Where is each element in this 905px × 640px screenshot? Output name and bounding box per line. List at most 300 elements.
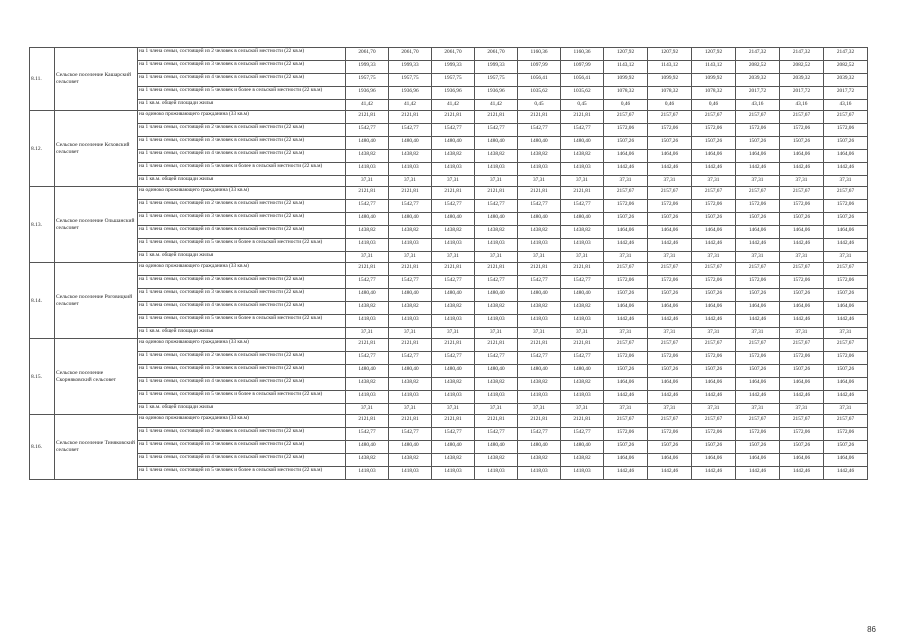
- value-cell: 37,31: [518, 176, 561, 187]
- value-cell: 37,31: [692, 176, 736, 187]
- value-cell: 37,31: [346, 328, 389, 339]
- value-cell: 1143,12: [692, 61, 736, 74]
- value-cell: 1418,03: [432, 391, 475, 404]
- value-cell: 37,31: [432, 252, 475, 263]
- value-cell: 37,31: [389, 328, 432, 339]
- value-cell: 1480,40: [432, 289, 475, 302]
- value-cell: 1418,03: [432, 163, 475, 176]
- settlement-name: Сельское поселение Кашарский сельсовет: [55, 48, 138, 111]
- value-cell: 37,31: [604, 176, 648, 187]
- value-cell: 1572,06: [692, 352, 736, 365]
- value-cell: 1442,46: [648, 467, 692, 480]
- table-row: [30, 276, 868, 289]
- value-cell: 1464,06: [736, 454, 780, 467]
- value-cell: 1542,77: [432, 124, 475, 137]
- value-cell: 1056,41: [518, 74, 561, 87]
- value-cell: 1480,40: [432, 137, 475, 150]
- value-cell: 2082,52: [824, 61, 868, 74]
- value-cell: 1480,40: [518, 441, 561, 454]
- row-label: на 1 члена семьи, состоящей из 3 человек в сельской местности (22 кв.м): [138, 61, 346, 74]
- value-cell: 2157,67: [824, 111, 868, 124]
- value-cell: 2157,67: [648, 339, 692, 352]
- value-cell: 37,31: [736, 328, 780, 339]
- value-cell: 2157,67: [692, 111, 736, 124]
- value-cell: 1464,06: [692, 378, 736, 391]
- value-cell: 2121,81: [432, 263, 475, 276]
- value-cell: 2121,81: [475, 111, 518, 124]
- value-cell: 1480,40: [389, 213, 432, 226]
- value-cell: 2157,67: [824, 339, 868, 352]
- value-cell: 41,42: [389, 100, 432, 111]
- value-cell: 1464,06: [604, 378, 648, 391]
- value-cell: 2157,67: [692, 339, 736, 352]
- value-cell: 1480,40: [346, 365, 389, 378]
- value-cell: 1442,46: [824, 467, 868, 480]
- value-cell: 1418,03: [432, 467, 475, 480]
- value-cell: 37,31: [604, 404, 648, 415]
- value-cell: 1418,03: [389, 315, 432, 328]
- value-cell: 1418,03: [346, 239, 389, 252]
- value-cell: 2121,81: [389, 111, 432, 124]
- value-cell: 1438,82: [561, 302, 604, 315]
- value-cell: 2121,81: [432, 415, 475, 428]
- row-label: на 1 члена семьи, состоящей из 3 человек в сельской местности (22 кв.м): [138, 213, 346, 226]
- value-cell: 37,31: [346, 404, 389, 415]
- settlement-name: Сельское поселение Тиняковский сельсовет: [55, 415, 138, 480]
- table-row: [30, 378, 868, 391]
- value-cell: 1438,82: [389, 302, 432, 315]
- value-cell: 1542,77: [432, 428, 475, 441]
- value-cell: 1207,92: [648, 48, 692, 61]
- value-cell: 1143,12: [604, 61, 648, 74]
- value-cell: 2157,67: [604, 111, 648, 124]
- value-cell: 1542,77: [389, 276, 432, 289]
- value-cell: 1542,77: [561, 276, 604, 289]
- value-cell: 1507,26: [604, 289, 648, 302]
- value-cell: 1438,82: [346, 378, 389, 391]
- value-cell: 37,31: [824, 328, 868, 339]
- value-cell: 0,46: [604, 100, 648, 111]
- value-cell: 1542,77: [518, 200, 561, 213]
- value-cell: 1418,03: [389, 467, 432, 480]
- value-cell: 1480,40: [389, 289, 432, 302]
- table-row: [30, 226, 868, 239]
- value-cell: 2121,81: [561, 339, 604, 352]
- value-cell: 1542,77: [475, 200, 518, 213]
- value-cell: 1418,03: [518, 391, 561, 404]
- value-cell: 1207,92: [604, 48, 648, 61]
- value-cell: 1464,06: [648, 226, 692, 239]
- value-cell: 1572,06: [736, 276, 780, 289]
- value-cell: 2157,67: [692, 415, 736, 428]
- row-label: на 1 члена семьи, состоящей из 3 человек в сельской местности (22 кв.м): [138, 441, 346, 454]
- value-cell: 37,31: [389, 252, 432, 263]
- value-cell: 1442,46: [604, 315, 648, 328]
- row-label: на 1 члена семьи, состоящей из 5 человек и более в сельской местности (22 кв.м): [138, 87, 346, 100]
- value-cell: 37,31: [432, 176, 475, 187]
- value-cell: 37,31: [518, 252, 561, 263]
- value-cell: 1442,46: [824, 163, 868, 176]
- value-cell: 1418,03: [561, 467, 604, 480]
- value-cell: 2121,81: [475, 263, 518, 276]
- value-cell: 2121,81: [475, 339, 518, 352]
- table-row: [30, 74, 868, 87]
- value-cell: 1480,40: [389, 441, 432, 454]
- value-cell: 1464,06: [736, 378, 780, 391]
- value-cell: 1442,46: [692, 391, 736, 404]
- value-cell: 41,42: [475, 100, 518, 111]
- value-cell: 1160,36: [518, 48, 561, 61]
- value-cell: 1442,46: [604, 391, 648, 404]
- value-cell: 1442,46: [780, 467, 824, 480]
- tariff-table: [29, 47, 868, 480]
- value-cell: 1464,06: [648, 454, 692, 467]
- value-cell: 37,31: [561, 328, 604, 339]
- value-cell: 1542,77: [346, 200, 389, 213]
- value-cell: 43,16: [780, 100, 824, 111]
- value-cell: 1542,77: [475, 124, 518, 137]
- value-cell: 1542,77: [432, 352, 475, 365]
- value-cell: 1418,03: [518, 239, 561, 252]
- value-cell: 1572,06: [604, 428, 648, 441]
- value-cell: 2017,72: [824, 87, 868, 100]
- value-cell: 1464,06: [648, 302, 692, 315]
- value-cell: 1438,82: [518, 226, 561, 239]
- row-label: на 1 члена семьи, состоящей из 3 человек в сельской местности (22 кв.м): [138, 289, 346, 302]
- value-cell: 1418,03: [518, 163, 561, 176]
- value-cell: 1480,40: [432, 213, 475, 226]
- value-cell: 2017,72: [736, 87, 780, 100]
- value-cell: 1464,06: [780, 454, 824, 467]
- value-cell: 37,31: [648, 404, 692, 415]
- value-cell: 1957,75: [346, 74, 389, 87]
- value-cell: 2157,67: [824, 263, 868, 276]
- value-cell: 2061,70: [389, 48, 432, 61]
- value-cell: 1507,26: [648, 289, 692, 302]
- value-cell: 2147,32: [824, 48, 868, 61]
- value-cell: 1507,26: [780, 365, 824, 378]
- row-label: на одиноко проживающего гражданина (33 кв.м): [138, 415, 346, 428]
- value-cell: 1480,40: [475, 289, 518, 302]
- value-cell: 2157,67: [736, 339, 780, 352]
- value-cell: 1438,82: [346, 454, 389, 467]
- table-row: [30, 200, 868, 213]
- value-cell: 2121,81: [389, 187, 432, 200]
- value-cell: 1480,40: [475, 137, 518, 150]
- value-cell: 1999,33: [432, 61, 475, 74]
- value-cell: 2121,81: [475, 415, 518, 428]
- value-cell: 1418,03: [346, 467, 389, 480]
- row-label: на 1 члена семьи, состоящей из 2 человек в сельской местности (22 кв.м): [138, 124, 346, 137]
- value-cell: 1507,26: [604, 137, 648, 150]
- value-cell: 37,31: [475, 252, 518, 263]
- value-cell: 2157,67: [780, 187, 824, 200]
- value-cell: 1442,46: [824, 315, 868, 328]
- value-cell: 1542,77: [389, 428, 432, 441]
- value-cell: 1507,26: [604, 441, 648, 454]
- value-cell: 37,31: [824, 252, 868, 263]
- value-cell: 1207,92: [692, 48, 736, 61]
- settlement-name: Сельское поселение Ольшанский сельсовет: [55, 187, 138, 263]
- value-cell: 1438,82: [346, 302, 389, 315]
- value-cell: 1418,03: [518, 467, 561, 480]
- row-label: на 1 кв.м. общей площади жилья: [138, 404, 346, 415]
- value-cell: 2147,32: [780, 48, 824, 61]
- value-cell: 1542,77: [346, 428, 389, 441]
- value-cell: 1572,06: [648, 352, 692, 365]
- value-cell: 1999,33: [346, 61, 389, 74]
- settlement-name: Сельское поселение Кєховский сельсовет: [55, 111, 138, 187]
- value-cell: 1464,06: [736, 150, 780, 163]
- value-cell: 1442,46: [780, 239, 824, 252]
- table-row: [30, 289, 868, 302]
- value-cell: 2157,67: [604, 339, 648, 352]
- value-cell: 2147,32: [736, 48, 780, 61]
- value-cell: 1572,06: [736, 124, 780, 137]
- value-cell: 43,16: [824, 100, 868, 111]
- value-cell: 1572,06: [780, 276, 824, 289]
- value-cell: 2157,67: [648, 263, 692, 276]
- value-cell: 1572,06: [648, 428, 692, 441]
- value-cell: 1035,62: [518, 87, 561, 100]
- value-cell: 1507,26: [692, 365, 736, 378]
- value-cell: 2157,67: [824, 187, 868, 200]
- value-cell: 1442,46: [604, 467, 648, 480]
- value-cell: 1936,96: [432, 87, 475, 100]
- value-cell: 37,31: [648, 328, 692, 339]
- value-cell: 37,31: [780, 328, 824, 339]
- value-cell: 2121,81: [346, 263, 389, 276]
- table-row: [30, 328, 868, 339]
- value-cell: 1464,06: [648, 378, 692, 391]
- value-cell: 1464,06: [780, 150, 824, 163]
- table-row: [30, 302, 868, 315]
- value-cell: 2157,67: [648, 111, 692, 124]
- value-cell: 1418,03: [561, 163, 604, 176]
- value-cell: 1572,06: [780, 352, 824, 365]
- value-cell: 1480,40: [346, 137, 389, 150]
- value-cell: 1542,77: [432, 200, 475, 213]
- value-cell: 1078,32: [692, 87, 736, 100]
- value-cell: 1418,03: [561, 315, 604, 328]
- value-cell: 1542,77: [389, 352, 432, 365]
- table-row: [30, 454, 868, 467]
- value-cell: 1438,82: [561, 226, 604, 239]
- value-cell: 1480,40: [346, 289, 389, 302]
- table-row: [30, 315, 868, 328]
- value-cell: 2082,52: [780, 61, 824, 74]
- table-row: [30, 365, 868, 378]
- value-cell: 2061,70: [432, 48, 475, 61]
- table-row: [30, 48, 868, 61]
- value-cell: 1418,03: [346, 163, 389, 176]
- value-cell: 1418,03: [389, 391, 432, 404]
- value-cell: 1438,82: [475, 378, 518, 391]
- value-cell: 1480,40: [475, 441, 518, 454]
- value-cell: 1507,26: [736, 289, 780, 302]
- value-cell: 1507,26: [780, 137, 824, 150]
- value-cell: 1542,77: [475, 428, 518, 441]
- value-cell: 1464,06: [780, 226, 824, 239]
- row-label: на 1 члена семьи, состоящей из 4 человек в сельской местности (22 кв.м): [138, 150, 346, 163]
- value-cell: 1438,82: [518, 378, 561, 391]
- value-cell: 1507,26: [604, 365, 648, 378]
- value-cell: 2121,81: [518, 339, 561, 352]
- value-cell: 1936,96: [475, 87, 518, 100]
- value-cell: 1143,12: [648, 61, 692, 74]
- value-cell: 1418,03: [561, 239, 604, 252]
- value-cell: 1572,06: [648, 200, 692, 213]
- table-row: [30, 467, 868, 480]
- value-cell: 1480,40: [432, 441, 475, 454]
- value-cell: 2121,81: [432, 111, 475, 124]
- value-cell: 1464,06: [692, 150, 736, 163]
- value-cell: 2121,81: [518, 415, 561, 428]
- value-cell: 1480,40: [561, 213, 604, 226]
- value-cell: 37,31: [432, 404, 475, 415]
- value-cell: 2157,67: [692, 263, 736, 276]
- value-cell: 1418,03: [346, 315, 389, 328]
- value-cell: 1160,36: [561, 48, 604, 61]
- value-cell: 1507,26: [736, 441, 780, 454]
- table-row: [30, 213, 868, 226]
- value-cell: 1464,06: [692, 454, 736, 467]
- row-label: на 1 члена семьи, состоящей из 2 человек в сельской местности (22 кв.м): [138, 276, 346, 289]
- value-cell: 1507,26: [692, 137, 736, 150]
- value-cell: 1507,26: [692, 289, 736, 302]
- value-cell: 1099,92: [692, 74, 736, 87]
- value-cell: 2121,81: [518, 263, 561, 276]
- table-row: [30, 415, 868, 428]
- value-cell: 1507,26: [648, 365, 692, 378]
- value-cell: 1464,06: [648, 150, 692, 163]
- value-cell: 1480,40: [561, 365, 604, 378]
- row-label: на 1 члена семьи, состоящей из 2 человек в сельской местности (22 кв.м): [138, 48, 346, 61]
- value-cell: 1464,06: [604, 150, 648, 163]
- value-cell: 1464,06: [780, 302, 824, 315]
- value-cell: 1438,82: [475, 226, 518, 239]
- value-cell: 1418,03: [475, 315, 518, 328]
- value-cell: 1542,77: [518, 428, 561, 441]
- value-cell: 1442,46: [692, 467, 736, 480]
- table-row: [30, 404, 868, 415]
- value-cell: 2157,67: [780, 339, 824, 352]
- row-label: на 1 кв.м. общей площади жилья: [138, 252, 346, 263]
- value-cell: 1418,03: [389, 163, 432, 176]
- value-cell: 1464,06: [736, 226, 780, 239]
- row-label: на одиноко проживающего гражданина (33 кв.м): [138, 263, 346, 276]
- value-cell: 2157,67: [824, 415, 868, 428]
- value-cell: 1542,77: [346, 124, 389, 137]
- value-cell: 2121,81: [346, 339, 389, 352]
- value-cell: 1507,26: [736, 137, 780, 150]
- value-cell: 37,31: [475, 328, 518, 339]
- row-label: на 1 члена семьи, состоящей из 3 человек в сельской местности (22 кв.м): [138, 365, 346, 378]
- page-number: 86: [867, 625, 876, 634]
- row-label: на 1 кв.м. общей площади жилья: [138, 328, 346, 339]
- value-cell: 1507,26: [648, 137, 692, 150]
- value-cell: 1438,82: [432, 150, 475, 163]
- value-cell: 1099,92: [648, 74, 692, 87]
- value-cell: 1035,62: [561, 87, 604, 100]
- value-cell: 1507,26: [648, 441, 692, 454]
- value-cell: 37,31: [346, 252, 389, 263]
- value-cell: 1464,06: [604, 226, 648, 239]
- value-cell: 1480,40: [389, 365, 432, 378]
- value-cell: 1464,06: [824, 150, 868, 163]
- value-cell: 2121,81: [389, 339, 432, 352]
- value-cell: 1438,82: [475, 150, 518, 163]
- value-cell: 1572,06: [736, 200, 780, 213]
- value-cell: 1572,06: [604, 276, 648, 289]
- value-cell: 1438,82: [432, 378, 475, 391]
- value-cell: 1572,06: [648, 276, 692, 289]
- value-cell: 2157,67: [648, 415, 692, 428]
- value-cell: 1438,82: [432, 302, 475, 315]
- value-cell: 1542,77: [561, 352, 604, 365]
- value-cell: 1572,06: [604, 124, 648, 137]
- table-row: [30, 187, 868, 200]
- value-cell: 1442,46: [648, 391, 692, 404]
- value-cell: 1442,46: [604, 239, 648, 252]
- value-cell: 1480,40: [561, 441, 604, 454]
- value-cell: 1442,46: [736, 163, 780, 176]
- value-cell: 1418,03: [475, 163, 518, 176]
- value-cell: 1442,46: [736, 315, 780, 328]
- settlement-name: Сельское поселение Скорняковский сельсовет: [55, 339, 138, 415]
- value-cell: 37,31: [780, 404, 824, 415]
- value-cell: 1542,77: [518, 124, 561, 137]
- value-cell: 1099,92: [604, 74, 648, 87]
- value-cell: 1438,82: [518, 150, 561, 163]
- value-cell: 1936,96: [389, 87, 432, 100]
- value-cell: 1542,77: [389, 200, 432, 213]
- table-row: [30, 176, 868, 187]
- value-cell: 1507,26: [648, 213, 692, 226]
- value-cell: 1418,03: [475, 467, 518, 480]
- value-cell: 1442,46: [604, 163, 648, 176]
- value-cell: 1542,77: [561, 200, 604, 213]
- value-cell: 2157,67: [736, 415, 780, 428]
- value-cell: 1572,06: [692, 200, 736, 213]
- value-cell: 1418,03: [432, 315, 475, 328]
- value-cell: 37,31: [561, 252, 604, 263]
- value-cell: 37,31: [475, 176, 518, 187]
- value-cell: 1418,03: [475, 391, 518, 404]
- value-cell: 1464,06: [824, 302, 868, 315]
- value-cell: 1507,26: [780, 213, 824, 226]
- value-cell: 1542,77: [518, 352, 561, 365]
- value-cell: 1507,26: [604, 213, 648, 226]
- value-cell: 1438,82: [389, 378, 432, 391]
- value-cell: 1464,06: [604, 454, 648, 467]
- value-cell: 1480,40: [432, 365, 475, 378]
- value-cell: 1542,77: [475, 276, 518, 289]
- value-cell: 1957,75: [389, 74, 432, 87]
- value-cell: 1438,82: [561, 378, 604, 391]
- section-number: 8.11.: [30, 48, 55, 111]
- value-cell: 1480,40: [346, 213, 389, 226]
- value-cell: 1438,82: [475, 302, 518, 315]
- settlement-name: Сельское поселение Роговицкий сельсовет: [55, 263, 138, 339]
- value-cell: 2039,32: [780, 74, 824, 87]
- value-cell: 37,31: [346, 176, 389, 187]
- value-cell: 1542,77: [475, 352, 518, 365]
- value-cell: 1480,40: [475, 213, 518, 226]
- value-cell: 2157,67: [648, 187, 692, 200]
- value-cell: 1572,06: [780, 200, 824, 213]
- section-number: 8.15.: [30, 339, 55, 415]
